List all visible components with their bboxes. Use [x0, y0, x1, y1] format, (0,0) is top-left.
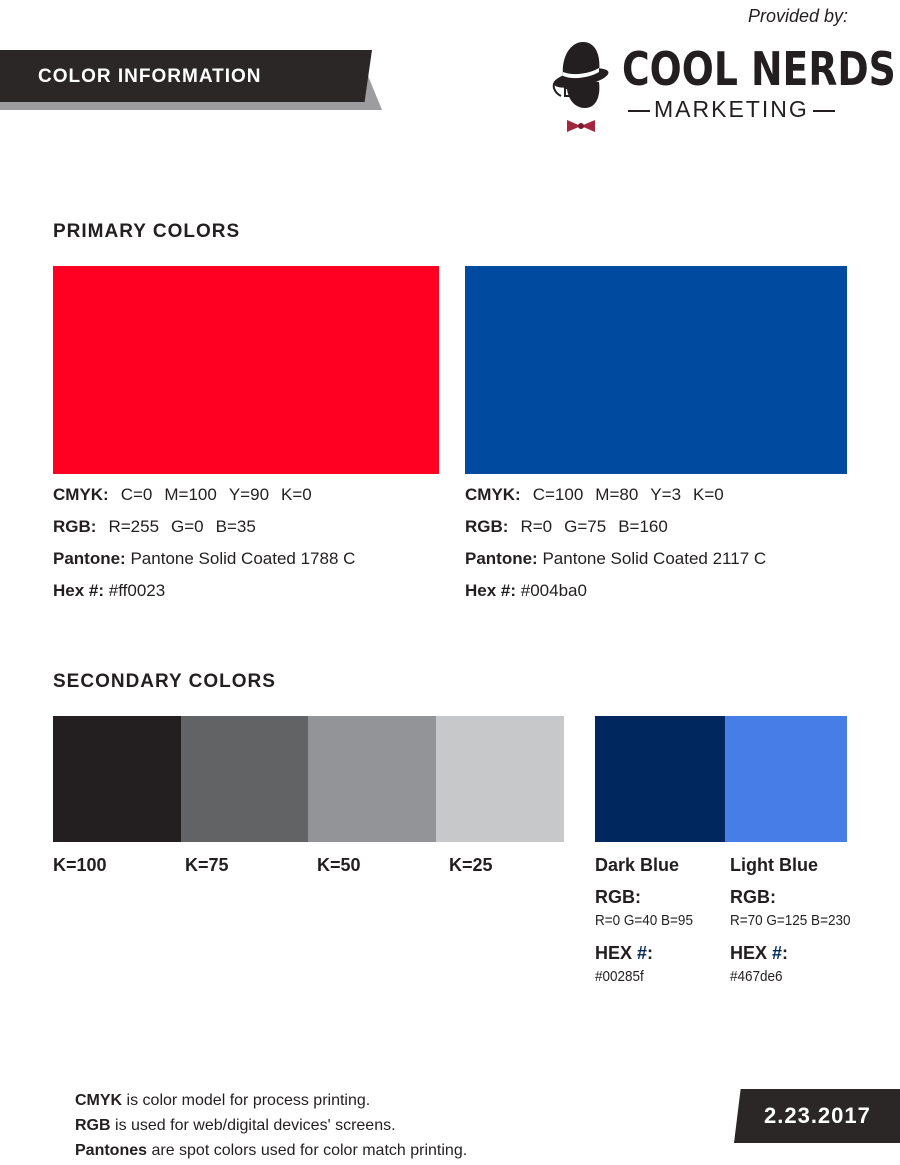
page-title: COLOR INFORMATION [38, 66, 262, 87]
light-blue-name: Light Blue [730, 855, 818, 875]
hex-colon: : [647, 943, 654, 963]
cmyk-c: C=100 [532, 485, 584, 504]
note-text: are spot colors used for color match printing. [147, 1142, 468, 1159]
dark-blue-hex-value: #00285f [595, 968, 644, 985]
cmyk-y: Y=3 [650, 485, 682, 504]
gray-label-k25: K=25 [449, 855, 493, 875]
dark-blue-swatch [595, 716, 725, 842]
pantone-value: Pantone Solid Coated 1788 C [130, 549, 356, 568]
rgb-b: B=160 [618, 517, 668, 536]
primary-swatch-red [53, 266, 439, 474]
red-hex-line [53, 581, 165, 601]
footer-note-cmyk [75, 1092, 370, 1110]
hex-value: #004ba0 [520, 581, 587, 600]
blue-pantone-line [465, 549, 766, 569]
light-blue-rgb-value: R=70 G=125 B=230 [730, 912, 851, 929]
rgb-g: G=75 [564, 517, 607, 536]
dark-blue-rgb-label: RGB: [595, 887, 641, 907]
logo-wordmark: COOL NERDS [622, 42, 896, 96]
logo-tagline [624, 96, 839, 123]
light-blue-hex-label [730, 943, 788, 964]
cmyk-m: M=80 [595, 485, 639, 504]
hex-label-text: HEX [595, 943, 638, 963]
hex-label-text: HEX [730, 943, 773, 963]
secondary-colors-heading: SECONDARY COLORS [53, 671, 276, 692]
light-blue-hex-value: #467de6 [730, 968, 783, 985]
gray-swatch-k25 [436, 716, 564, 842]
cmyk-c: C=0 [120, 485, 153, 504]
hex-colon: : [782, 943, 789, 963]
red-cmyk-line [53, 485, 312, 505]
rgb-r: R=255 [108, 517, 160, 536]
red-pantone-line [53, 549, 355, 569]
cmyk-m: M=100 [164, 485, 217, 504]
gray-swatch-k50 [308, 716, 436, 842]
note-text: is color model for process printing. [122, 1092, 371, 1109]
cmyk-label: CMYK: [53, 485, 109, 504]
nerd-mascot-logo [551, 36, 619, 136]
red-rgb-line [53, 517, 256, 537]
footer-note-rgb [75, 1117, 396, 1135]
tagline-right-rule [813, 110, 835, 112]
hex-label: Hex #: [465, 581, 517, 600]
cmyk-label: CMYK: [465, 485, 521, 504]
light-blue-rgb-label: RGB: [730, 887, 776, 907]
note-term: CMYK [75, 1092, 123, 1109]
note-term: RGB [75, 1117, 111, 1134]
rgb-label: RGB: [465, 517, 509, 536]
tagline-text: MARKETING [654, 96, 809, 122]
provided-by-label: Provided by: [747, 6, 848, 26]
tagline-left-rule [628, 110, 650, 112]
rgb-g: G=0 [171, 517, 204, 536]
date-label: 2.23.2017 [764, 1103, 871, 1128]
dark-blue-rgb-value: R=0 G=40 B=95 [595, 912, 693, 929]
hex-value: #ff0023 [108, 581, 166, 600]
rgb-b: B=35 [215, 517, 256, 536]
pantone-value: Pantone Solid Coated 2117 C [542, 549, 767, 568]
primary-swatch-blue [465, 266, 847, 474]
blue-cmyk-line [465, 485, 724, 505]
hex-hash: # [637, 943, 648, 963]
cmyk-y: Y=90 [228, 485, 270, 504]
footer-note-pantone [75, 1142, 467, 1160]
rgb-label: RGB: [53, 517, 97, 536]
pantone-label: Pantone: [465, 549, 538, 568]
gray-label-k100: K=100 [53, 855, 107, 875]
primary-colors-heading: PRIMARY COLORS [53, 221, 241, 242]
gray-label-k75: K=75 [185, 855, 229, 875]
gray-swatch-k75 [181, 716, 308, 842]
cmyk-k: K=0 [281, 485, 312, 504]
blue-rgb-line [465, 517, 668, 537]
dark-blue-hex-label [595, 943, 653, 964]
dark-blue-name: Dark Blue [595, 855, 680, 875]
cmyk-k: K=0 [693, 485, 724, 504]
hex-hash: # [772, 943, 783, 963]
blue-hex-line [465, 581, 587, 601]
gray-label-k50: K=50 [317, 855, 361, 875]
note-text: is used for web/digital devices' screens. [110, 1117, 396, 1134]
pantone-label: Pantone: [53, 549, 126, 568]
note-term: Pantones [75, 1142, 148, 1159]
hex-label: Hex #: [53, 581, 105, 600]
gray-swatch-k100 [53, 716, 181, 842]
light-blue-swatch [725, 716, 847, 842]
rgb-r: R=0 [520, 517, 553, 536]
